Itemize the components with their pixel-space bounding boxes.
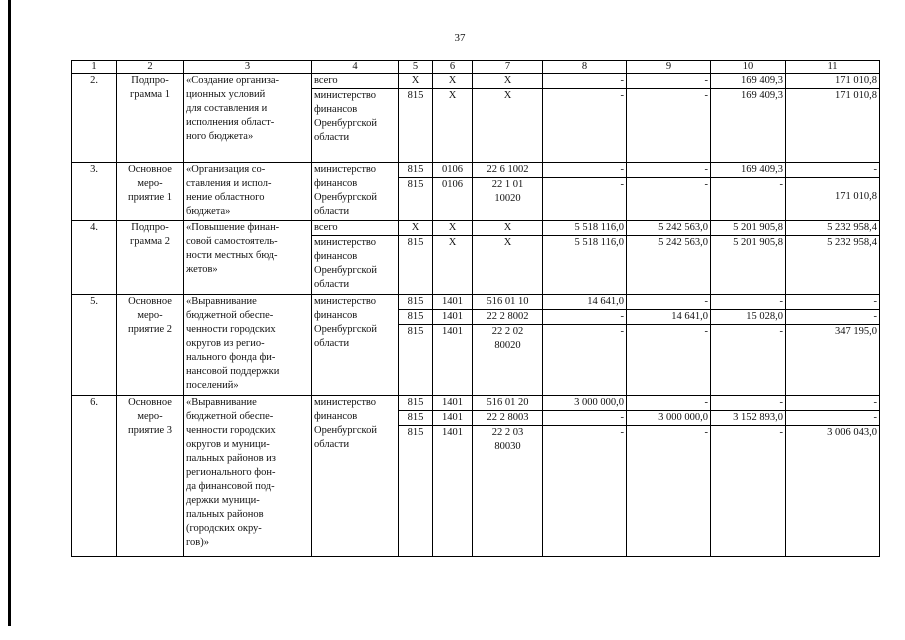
col10-cell: - 3 152 893,0 - <box>711 396 786 557</box>
executor: всего министерство финансов Оренбургской области <box>312 221 399 295</box>
col6-cell: Х Х <box>433 74 473 163</box>
program-type: Подпро- грамма 1 <box>117 74 184 163</box>
header-cell: 7 <box>473 61 543 74</box>
col11-cell: - 171 010,8 <box>786 163 880 221</box>
header-cell: 8 <box>543 61 627 74</box>
row-number: 3. <box>72 163 117 221</box>
col8-cell: 14 641,0 - - <box>543 295 627 396</box>
col6-cell: 1401 1401 1401 <box>433 396 473 557</box>
program-type: Основное меро- приятие 2 <box>117 295 184 396</box>
header-cell: 5 <box>399 61 433 74</box>
col7-cell: 22 6 1002 22 1 01 10020 <box>473 163 543 221</box>
program-name: «Организация со- ставления и испол- нение областного бюджета» <box>184 163 312 221</box>
executor: министерство финансов Оренбургской области <box>312 163 399 221</box>
col7-cell: 516 01 20 22 2 8003 22 2 03 80030 <box>473 396 543 557</box>
page-number: 37 <box>454 32 466 44</box>
header-cell: 10 <box>711 61 786 74</box>
header-cell: 4 <box>312 61 399 74</box>
col7-cell: Х Х <box>473 74 543 163</box>
program-type: Основное меро- приятие 3 <box>117 396 184 557</box>
row-number: 2. <box>72 74 117 163</box>
program-type: Основное меро- приятие 1 <box>117 163 184 221</box>
col7-cell: 516 01 10 22 2 8002 22 2 02 80020 <box>473 295 543 396</box>
header-cell: 2 <box>117 61 184 74</box>
row-number: 6. <box>72 396 117 557</box>
row-number: 5. <box>72 295 117 396</box>
table-row <box>72 163 880 221</box>
row-number: 4. <box>72 221 117 295</box>
program-name: «Выравнивание бюджетной обеспе- ченности городских округов и муници- пальных районов из регионального фон- да финансовой под- держки муници- пальных районов (городских окру- гов)» <box>184 396 312 557</box>
col5-cell: 815 815 815 <box>399 295 433 396</box>
table-row <box>72 295 880 396</box>
header-cell: 11 <box>786 61 880 74</box>
col5-cell: 815 815 815 <box>399 396 433 557</box>
col6-cell: 1401 1401 1401 <box>433 295 473 396</box>
executor: всего министерство финансов Оренбургской области <box>312 74 399 163</box>
col9-cell: - 3 000 000,0 - <box>627 396 711 557</box>
table-header-row <box>72 61 880 74</box>
executor: министерство финансов Оренбургской области <box>312 396 399 557</box>
col7-cell: Х Х <box>473 221 543 295</box>
col11-cell: - - 347 195,0 <box>786 295 880 396</box>
col8-cell: 3 000 000,0 - - <box>543 396 627 557</box>
col9-cell: 5 242 563,0 5 242 563,0 <box>627 221 711 295</box>
col9-cell: - - <box>627 74 711 163</box>
col5-cell: 815 815 <box>399 163 433 221</box>
col9-cell: - - <box>627 163 711 221</box>
col10-cell: 5 201 905,8 5 201 905,8 <box>711 221 786 295</box>
table-row <box>72 74 880 163</box>
col8-cell: - - <box>543 74 627 163</box>
col10-cell: 169 409,3 169 409,3 <box>711 74 786 163</box>
program-type: Подпро- грамма 2 <box>117 221 184 295</box>
col10-cell: 169 409,3 - <box>711 163 786 221</box>
col6-cell: Х Х <box>433 221 473 295</box>
header-cell: 9 <box>627 61 711 74</box>
col11-cell: 171 010,8 171 010,8 <box>786 74 880 163</box>
header-cell: 1 <box>72 61 117 74</box>
header-cell: 6 <box>433 61 473 74</box>
table-row <box>72 396 880 557</box>
col11-cell: 5 232 958,4 5 232 958,4 <box>786 221 880 295</box>
executor: министерство финансов Оренбургской области <box>312 295 399 396</box>
col5-cell: Х 815 <box>399 74 433 163</box>
binding-margin-line <box>8 0 11 626</box>
col5-cell: Х 815 <box>399 221 433 295</box>
col11-cell: - - 3 006 043,0 <box>786 396 880 557</box>
col9-cell: - 14 641,0 - <box>627 295 711 396</box>
col10-cell: - 15 028,0 - <box>711 295 786 396</box>
program-name: «Выравнивание бюджетной обеспе- ченности городских округов из регио- нального фонда фи- нансовой поддержки поселений» <box>184 295 312 396</box>
col8-cell: 5 518 116,0 5 518 116,0 <box>543 221 627 295</box>
program-name: «Создание организа- ционных условий для составления и исполнения област- ного бюджета» <box>184 74 312 163</box>
table-row <box>72 221 880 295</box>
col6-cell: 0106 0106 <box>433 163 473 221</box>
program-name: «Повышение финан- совой самостоятель- ности местных бюд- жетов» <box>184 221 312 295</box>
col8-cell: - - <box>543 163 627 221</box>
budget-table <box>71 60 880 557</box>
header-cell: 3 <box>184 61 312 74</box>
